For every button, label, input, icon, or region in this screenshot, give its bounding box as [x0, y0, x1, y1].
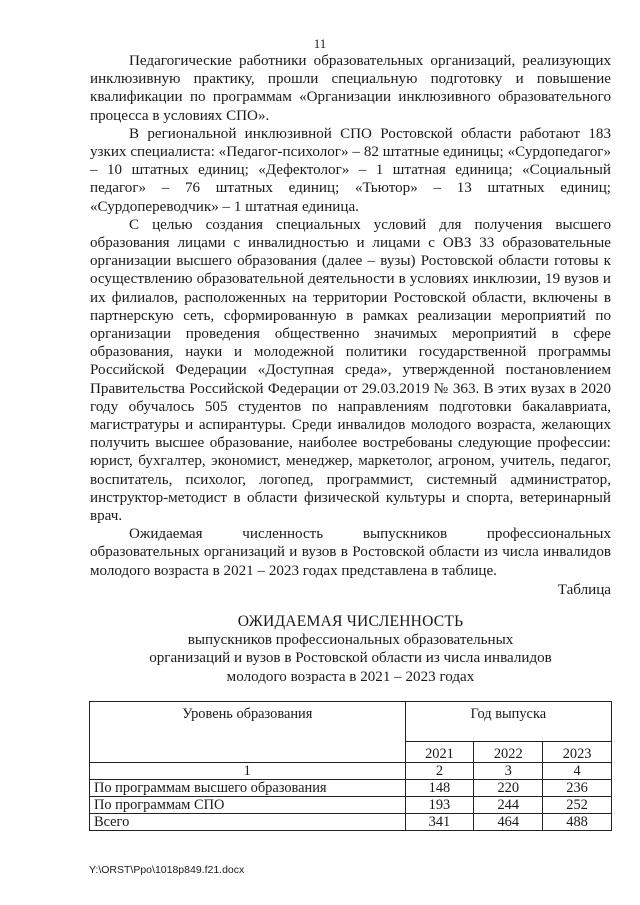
column-number: 1: [90, 763, 406, 780]
header-graduation-year: Год выпуска: [405, 702, 611, 742]
table-title-line: организаций и вузов в Ростовской области из числа инвалидов: [149, 650, 552, 667]
body-text: [90, 52, 611, 580]
file-path-footer: Y:\ORST\Ppo\1018p849.f21.docx: [89, 864, 245, 876]
table-column-numbers-row: [90, 763, 612, 780]
column-number: 4: [543, 763, 612, 780]
year-cell: 2023: [543, 741, 612, 762]
year-cell: 2021: [405, 741, 474, 762]
row-label: По программам СПО: [90, 797, 406, 814]
table-title-line: молодого возраста в 2021 – 2023 годах: [226, 668, 475, 685]
year-cell: 2022: [474, 741, 543, 762]
graduates-table: [89, 701, 612, 831]
table-cell: 488: [543, 814, 612, 831]
page-number: 11: [313, 36, 327, 51]
table-title-heading: ОЖИДАЕМАЯ ЧИСЛЕННОСТЬ: [237, 613, 464, 630]
column-number: 2: [405, 763, 474, 780]
table-cell: 236: [543, 780, 612, 797]
table-title: [90, 613, 611, 686]
table-row: [90, 797, 612, 814]
row-label: По программам высшего образования: [90, 780, 406, 797]
row-label: Всего: [90, 814, 406, 831]
paragraph: Ожидаемая численность выпускников профессиональных образовательных организаций и вузов в Ростовской области из числа инвалидов молодого возраста в 2021 – 2023 годах представлена в таблице.: [90, 526, 611, 579]
paragraph: С целью создания специальных условий для получения высшего образования лицами с инвалидностью и лицами с ОВЗ 33 образовательные организации высшего образования (далее – вузы) Ростовской области готовы к осуществлению образовательной деятельности в условиях инклюзии, 19 вузов и их филиалов, расположенных на территории Ростовской области, включены в партнерскую сеть, сформированную в рамках реализации мероприятий по организации проведения общественно значимых мероприятий в сфере образования, науки и молодежной политики государственной программы Российской Федерации «Доступная среда», утвержденной постановлением Правительства Российской Федерации от 29.03.2019 № 363. В этих вузах в 2020 году обучалось 505 студентов по направлениям подготовки бакалавриата, магистратуры и аспирантуры. Среди инвалидов молодого возраста, желающих получить высшее образование, наиболее востребованы следующие профессии: юрист, бухгалтер, экономист, менеджер, маркетолог, агроном, учитель, педагог, воспитатель, психолог, логопед, программист, системный администратор, инструктор-методист в области физической культуры и спорта, ветеринарный врач.: [90, 216, 611, 525]
table-cell: 464: [474, 814, 543, 831]
table-title-line: выпускников профессиональных образовательных: [187, 632, 514, 649]
table-cell: 220: [474, 780, 543, 797]
paragraph: Педагогические работники образовательных организаций, реализующих инклюзивную практику, прошли специальную подготовку и повышение квалификации по программам «Организации инклюзивного образовательного процесса в условиях СПО».: [90, 53, 611, 124]
table-row: [90, 814, 612, 831]
table-cell: 244: [474, 797, 543, 814]
table-cell: 148: [405, 780, 474, 797]
table-cell: 252: [543, 797, 612, 814]
paragraph: В региональной инклюзивной СПО Ростовской области работают 183 узких специалиста: «Педагог-психолог» – 82 штатные единицы; «Сурдопедагог» – 10 штатных единиц; «Дефектолог» – 1 штатная единица; «Социальный педагог» – 76 штатных единиц; «Тьютор» – 13 штатных единиц; «Сурдопереводчик» – 1 штатная единица.: [90, 125, 611, 215]
header-education-level: Уровень образования: [90, 702, 406, 763]
table-cell: 193: [405, 797, 474, 814]
table-header-row: [90, 702, 612, 742]
table-row: [90, 780, 612, 797]
column-number: 3: [474, 763, 543, 780]
table-caption: Таблица: [557, 582, 611, 598]
table-cell: 341: [405, 814, 474, 831]
